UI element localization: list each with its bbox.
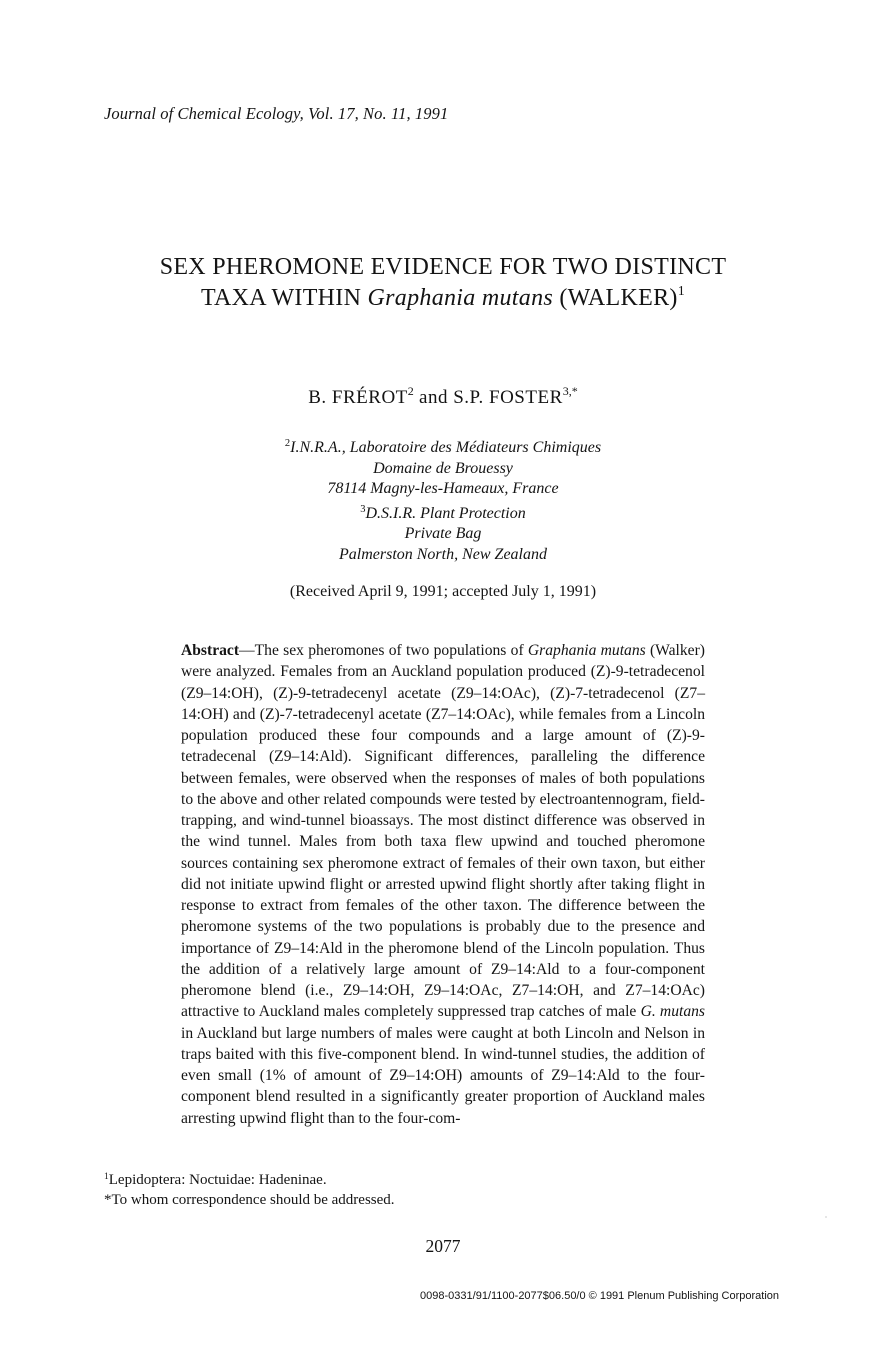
title-species-name: Graphania mutans — [367, 285, 554, 311]
author-frerot: B. FRÉROT — [308, 387, 408, 408]
affiliation-dsir-line-1: $^3$D.S.I.R. Plant Protection — [360, 503, 526, 522]
affiliation-inra-line-1: $^2$I.N.R.A., Laboratoire des Médiateurs Chimiques — [284, 438, 602, 456]
abstract-text-3: in Auckland but large numbers of males were caught at both Lincoln and Nelson in traps baited with this five-component blend. In wind-tunnel studies, the addition of even small (1% of amount of Z9–14:OH) amounts of Z9–14:Ald to the four-component blend resulted in a significantly greater proportion of Auckland males arresting upwind flight than to the four-com- — [181, 1024, 705, 1127]
footnote-2-mark: * — [104, 1192, 112, 1208]
abstract-text-1: —The sex pheromones of two populations of — [239, 642, 528, 659]
author-list — [100, 384, 786, 409]
footnotes — [104, 1170, 395, 1210]
journal-citation: Journal of Chemical Ecology, Vol. 17, No. 11, 1991 — [104, 104, 449, 123]
author-frerot-mark: 2 — [407, 384, 414, 398]
affiliation-inra-mark: 2 — [284, 438, 291, 449]
article-title — [100, 252, 786, 314]
scan-speck — [825, 1216, 827, 1218]
affiliation-inra-line-3: 78114 Magny-les-Hameaux, France — [327, 480, 559, 497]
copyright-line: 0098-0331/91/1100-2077$06.50/0 © 1991 Plenum Publishing Corporation — [420, 1290, 779, 1302]
received-dates: (Received April 9, 1991; accepted July 1, 1991) — [289, 583, 597, 600]
title-line-2-prefix: TAXA WITHIN — [200, 285, 368, 311]
title-line-2 — [100, 283, 786, 314]
abstract — [181, 640, 705, 1129]
title-line-2-suffix: (WALKER) — [553, 285, 678, 311]
abstract-text-2: (Walker) were analyzed. Females from an Auckland population produced (Z)-9-tetradecenol (Z9–14:OH), (Z)-9-tetradecenyl acetate (Z9–14:OAc), (Z)-7-tetradecenol (Z7–14:OH) and (Z)-7-tetradecenyl acetate (Z7–14:OAc), while females from a Lincoln population produced these four compounds and a large amount of (Z)-9-tetradecenal (Z9–14:Ald). Significant differences, paralleling the difference between females, were observed when the responses of males of both populations to the above and other related compounds were tested by electroantennogram, field-trapping, and wind-tunnel bioassays. The most distinct difference was observed in the wind tunnel. Males from both taxa flew upwind and touched pheromone sources containing sex pheromone extract of females of their own taxon, but either did not initiate upwind flight or arrested upwind flight shortly after taking flight in response to extract from females of the other taxon. The difference between the pheromone systems of the two populations is probably due to the presence and importance of Z9–14:Ald in the pheromone blend of the Lincoln population. Thus the addition of a relatively large amount of Z9–14:Ald to a four-component pheromone blend (i.e., Z9–14:OH, Z9–14:OAc, Z7–14:OH, and Z7–14:OAc) attractive to Auckland males completely suppressed trap catches of male — [181, 642, 705, 1021]
affiliation-dsir-line-2: Private Bag — [404, 525, 482, 542]
abstract-species-1: Graphania mutans — [527, 642, 646, 659]
page-number: 2077 — [425, 1236, 461, 1256]
affiliation-dsir-line-3: Palmerston North, New Zealand — [338, 545, 547, 563]
affiliation-inra-line-2: Domaine de Brouessy — [373, 459, 513, 477]
affiliation-dsir-mark: 3 — [360, 503, 366, 515]
abstract-label: Abstract — [181, 642, 240, 659]
author-conjunction: and — [413, 387, 454, 408]
author-foster: S.P. FOSTER — [453, 387, 563, 408]
affiliations — [100, 438, 786, 565]
footnote-1: $^1$Lepidoptera: Noctuidae: Hadeninae. — [104, 1172, 327, 1188]
title-footnote-mark: 1 — [677, 284, 685, 299]
title-line-1: SEX PHEROMONE EVIDENCE FOR TWO DISTINCT — [159, 254, 727, 280]
author-foster-mark: 3,* — [562, 384, 578, 398]
footnote-2: *To whom correspondence should be addressed. — [104, 1192, 395, 1208]
footnote-1-mark: 1 — [104, 1172, 109, 1182]
abstract-species-2: G. mutans — [640, 1003, 705, 1021]
